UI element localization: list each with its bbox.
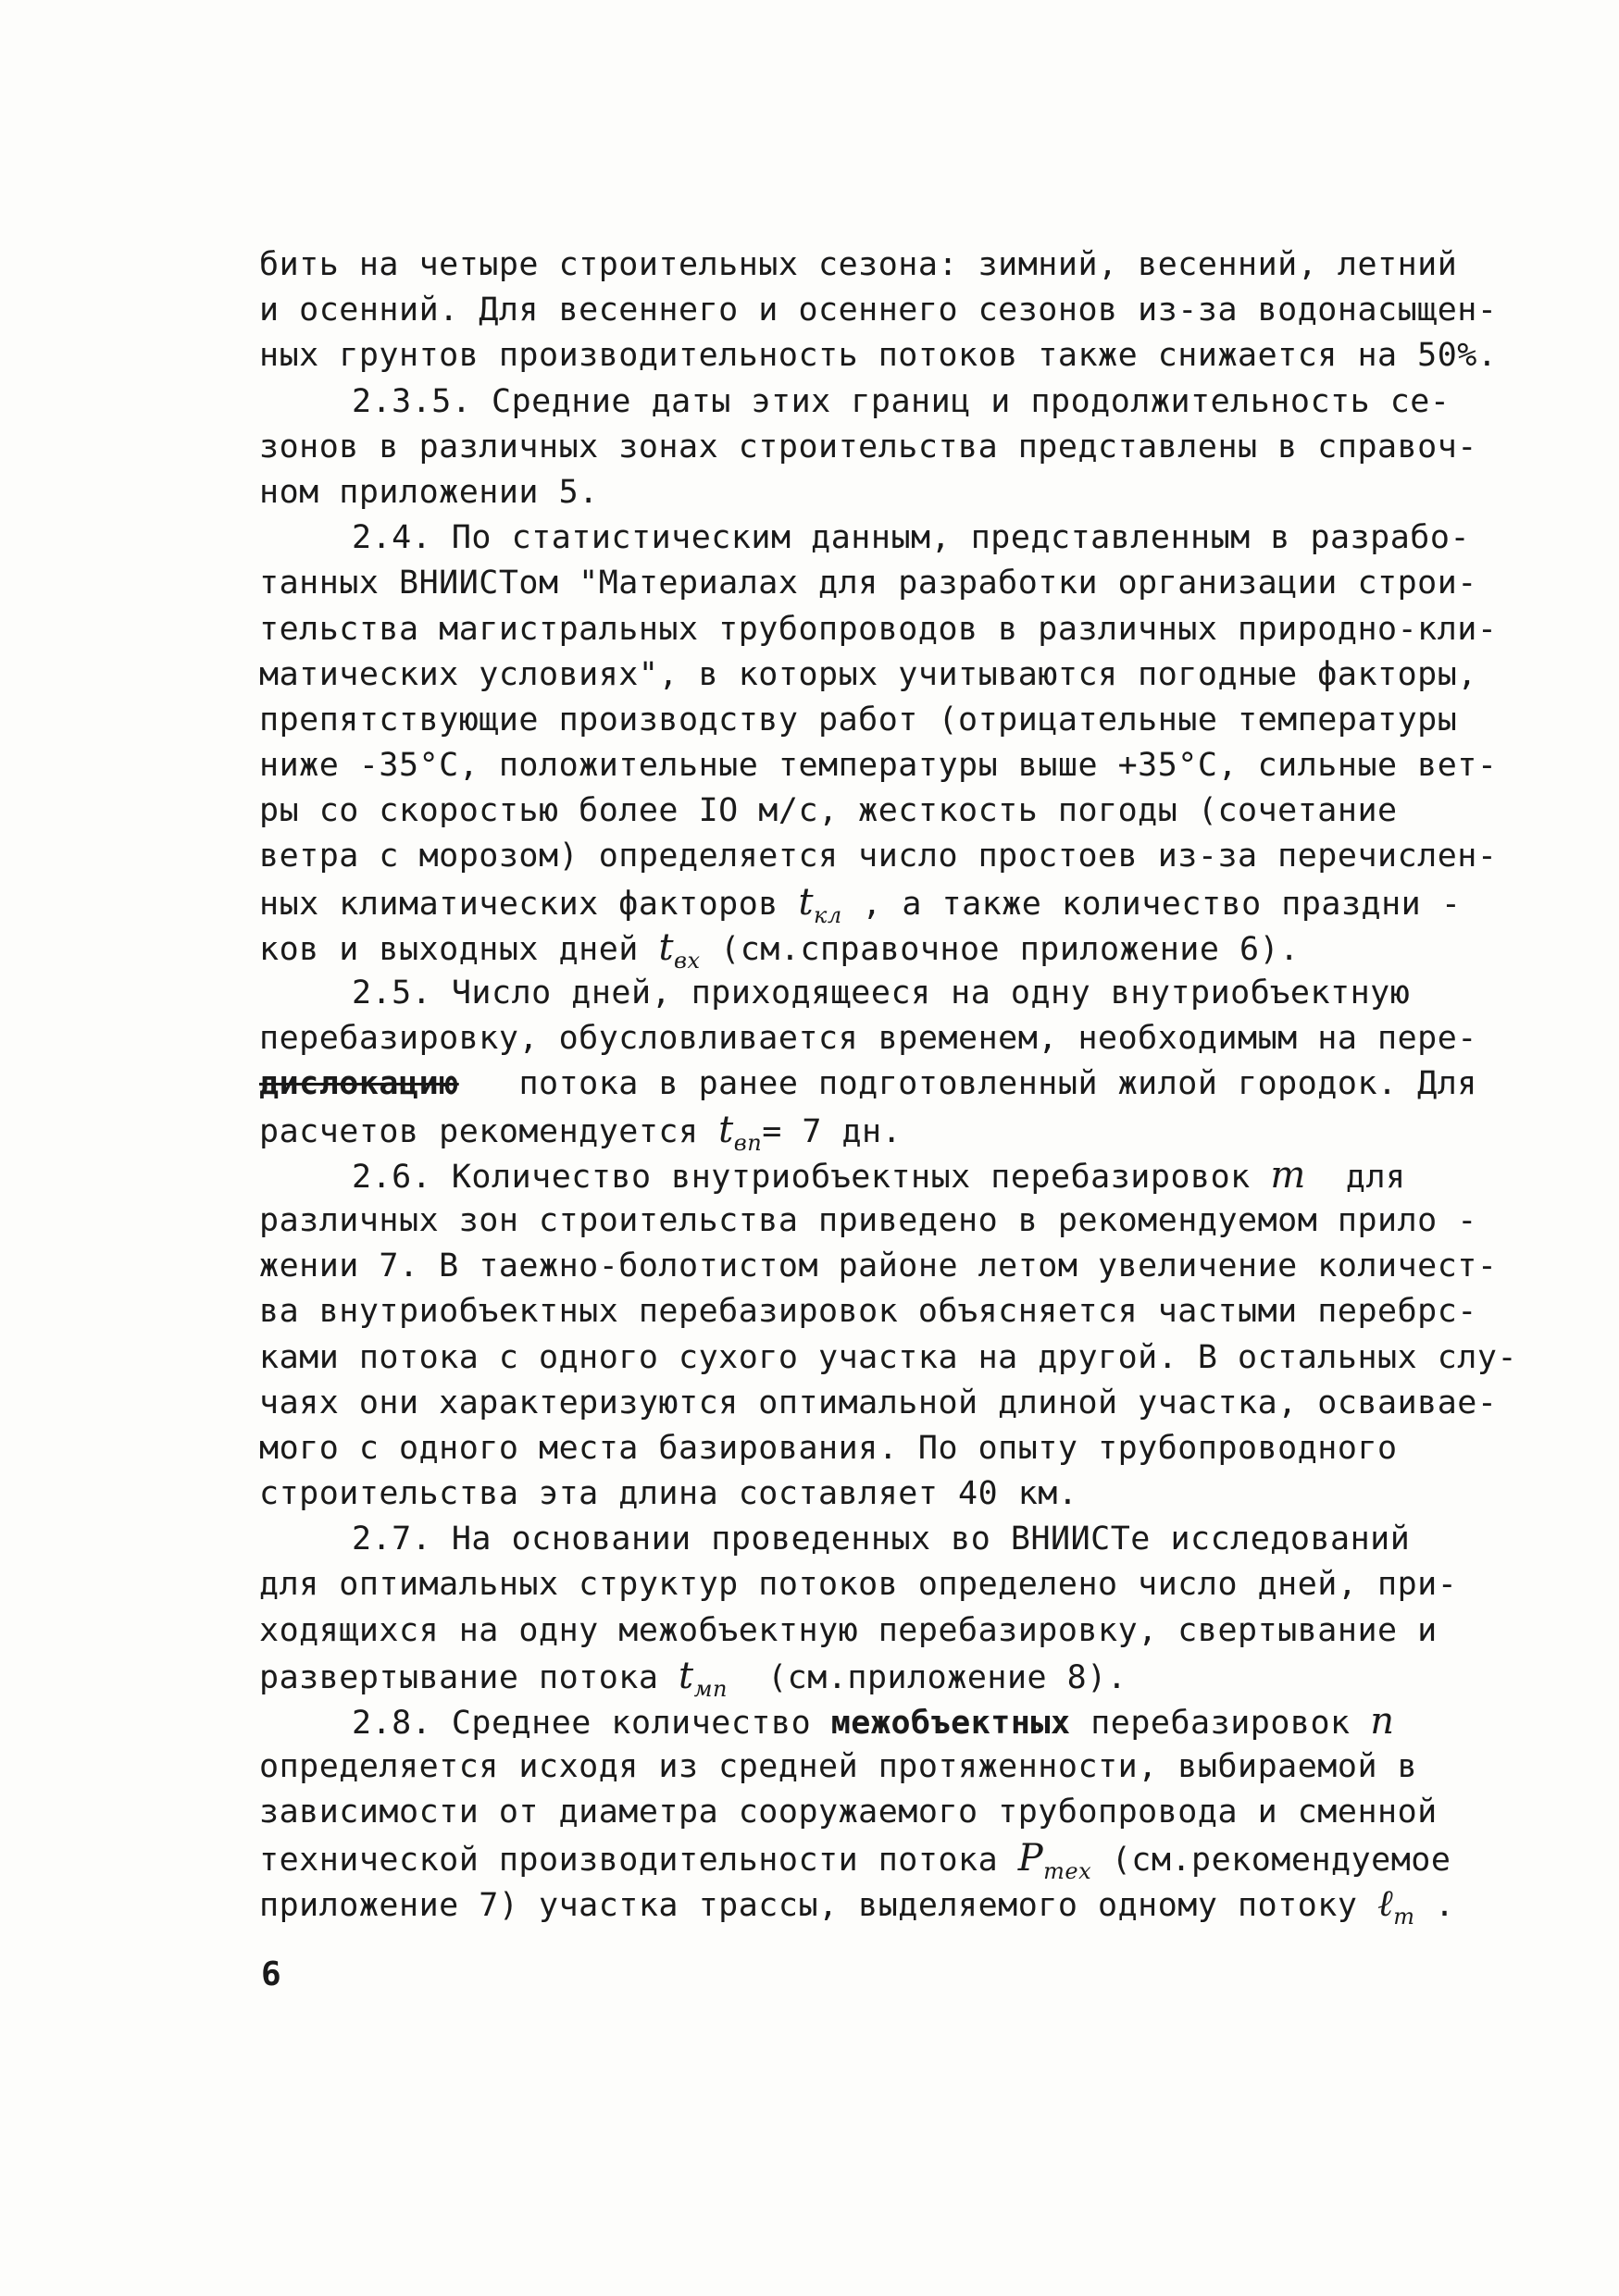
body-text bbox=[259, 242, 1518, 1930]
section-2-3-5-start: 2.3.5. Средние даты этих границ и продолжительность се- bbox=[352, 382, 1451, 420]
text-line bbox=[259, 1836, 1463, 1884]
variable-t-vp: $t_{вп}$ bbox=[718, 1108, 763, 1156]
text-line: для оптимальных структур потоков определено число дней, при- bbox=[259, 1566, 1458, 1604]
text-fragment: технической производительности потока bbox=[259, 1841, 999, 1879]
text-line bbox=[259, 1061, 1477, 1107]
text-line: матических условиях", в которых учитываются погодные факторы, bbox=[259, 655, 1477, 693]
page-number: 6 bbox=[261, 1955, 281, 1993]
text-line: зависимости от диаметра сооружаемого трубопровода и сменной bbox=[259, 1793, 1438, 1831]
text-fragment: для bbox=[1345, 1158, 1406, 1196]
text-fragment: расчетов рекомендуется bbox=[259, 1112, 699, 1150]
text-fragment: 2.6. Количество внутриобъектных перебазировок bbox=[352, 1158, 1251, 1196]
variable-p-tex: $P_{тех}$ bbox=[1017, 1836, 1092, 1884]
text-fragment: развертывание потока bbox=[259, 1658, 659, 1696]
text-line: мого с одного места базирования. По опыту трубопроводного bbox=[259, 1429, 1398, 1467]
text-line: строительства эта длина составляет 40 км. bbox=[259, 1475, 1078, 1513]
text-line: и осенний. Для весеннего и осеннего сезонов из-за водонасыщен- bbox=[259, 292, 1498, 329]
text-line bbox=[259, 925, 1463, 974]
text-fragment: , а также количество праздни - bbox=[862, 885, 1462, 923]
text-line: тельства магистральных трубопроводов в различных природно-кли- bbox=[259, 610, 1498, 648]
section-2-8-start bbox=[259, 1699, 1463, 1744]
text-line: ходящихся на одну межобъектную перебазировку, свертывание и bbox=[259, 1611, 1438, 1649]
variable-n: n bbox=[1370, 1700, 1395, 1743]
section-2-5-start: 2.5. Число дней, приходящееся на одну внутриобъектную bbox=[352, 974, 1411, 1011]
variable-m: m bbox=[1270, 1153, 1306, 1197]
text-line: определяется исходя из средней протяженности, выбираемой в bbox=[259, 1748, 1418, 1786]
text-line: ва внутриобъектных перебазировок объясняется частыми перебрс- bbox=[259, 1293, 1477, 1331]
text-line bbox=[259, 880, 1463, 928]
section-2-6-start bbox=[259, 1153, 1463, 1198]
section-2-4-start: 2.4. По статистическим данным, представленным в разрабо- bbox=[352, 519, 1471, 557]
text-fragment: приложение 7) участка трассы, выделяемого одному потоку bbox=[259, 1886, 1358, 1924]
variable-l-t: ℓ$_т$ bbox=[1377, 1881, 1415, 1930]
text-line: бить на четыре строительных сезона: зимний, весенний, летний bbox=[259, 246, 1458, 283]
text-fragment: 2.8. Среднее количество bbox=[352, 1705, 812, 1742]
text-line bbox=[259, 1881, 1463, 1930]
text-fragment: ков и выходных дней bbox=[259, 930, 639, 968]
text-fragment: ных климатических факторов bbox=[259, 885, 778, 923]
text-fragment: потока в ранее подготовленный жилой городок. Для bbox=[518, 1065, 1477, 1103]
section-2-7-start: 2.7. На основании проведенных во ВНИИСТе исследований bbox=[352, 1520, 1411, 1558]
text-line: перебазировку, обусловливается временем, необходимым на пере- bbox=[259, 1020, 1477, 1058]
text-fragment: . bbox=[1435, 1886, 1455, 1924]
text-line bbox=[259, 1654, 1463, 1702]
variable-t-mp: $t_{мп}$ bbox=[679, 1654, 728, 1702]
text-line: ками потока с одного сухого участка на другой. В остальных слу- bbox=[259, 1338, 1518, 1376]
text-fragment: = 7 дн. bbox=[762, 1112, 903, 1150]
text-fragment: (см.справочное приложение 6). bbox=[720, 930, 1300, 968]
text-fragment: (см.рекомендуемое bbox=[1111, 1841, 1451, 1879]
variable-t-vx: $t_{вх}$ bbox=[658, 925, 701, 974]
text-line: чаях они характеризуются оптимальной длиной участка, осваивае- bbox=[259, 1384, 1498, 1421]
text-line: ветра с морозом) определяется число простоев из-за перечислен- bbox=[259, 838, 1498, 875]
text-line: ном приложении 5. bbox=[259, 473, 599, 511]
text-fragment: (см.приложение 8). bbox=[767, 1658, 1127, 1696]
text-line bbox=[259, 1108, 1463, 1156]
text-line: жении 7. В таежно-болотистом районе летом увеличение количест- bbox=[259, 1247, 1498, 1285]
text-line: ных грунтов производительность потоков также снижается на 50%. bbox=[259, 337, 1498, 375]
text-line: ниже -35°С, положительные температуры выше +35°С, сильные вет- bbox=[259, 747, 1498, 785]
text-fragment: перебазировок bbox=[1090, 1705, 1351, 1742]
struck-word: дислокацию bbox=[259, 1065, 459, 1103]
text-line: различных зон строительства приведено в рекомендуемом прило - bbox=[259, 1201, 1477, 1239]
text-line: ры со скоростью более IO м/с, жесткость погоды (сочетание bbox=[259, 792, 1398, 830]
text-line: зонов в различных зонах строительства представлены в справоч- bbox=[259, 428, 1477, 465]
variable-t-kl: $t_{кл}$ bbox=[798, 880, 842, 928]
bold-word: межобъектных bbox=[830, 1705, 1071, 1742]
text-line: препятствующие производству работ (отрицательные температуры bbox=[259, 701, 1458, 738]
text-line: танных ВНИИСТом "Материалах для разработки организации строи- bbox=[259, 565, 1477, 602]
